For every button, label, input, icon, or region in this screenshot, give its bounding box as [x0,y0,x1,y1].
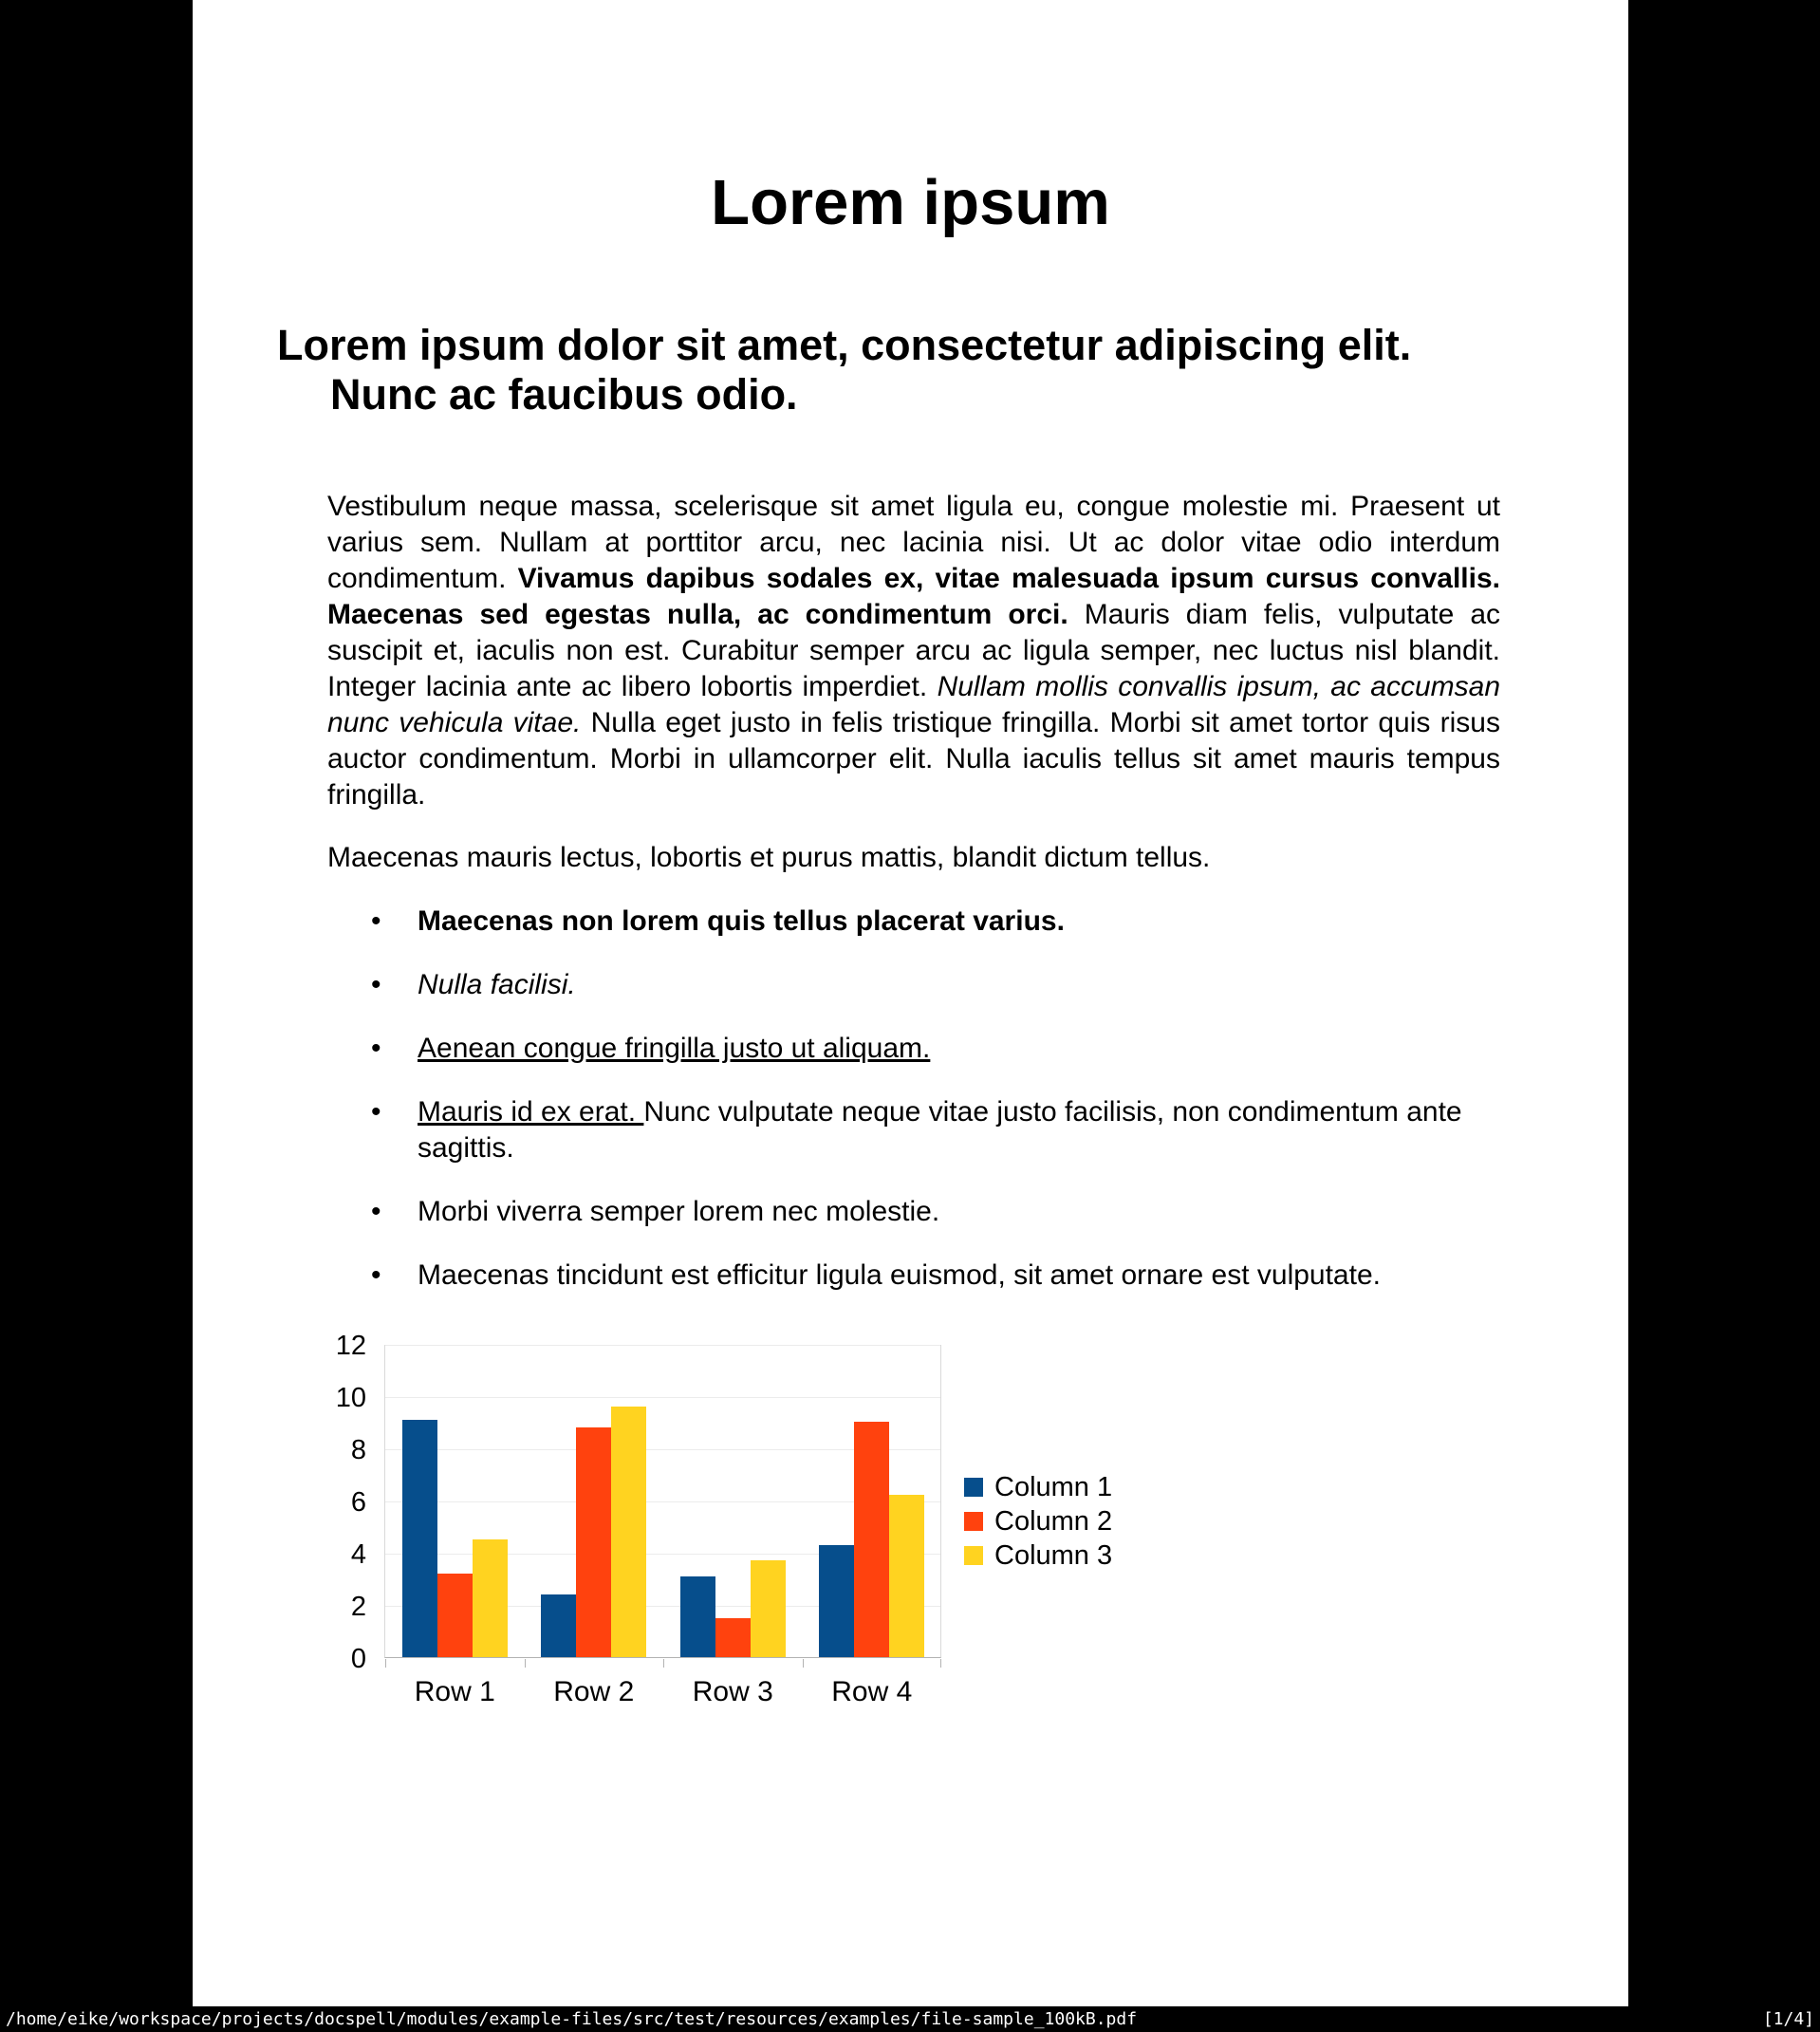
list-item [193,1258,1497,1294]
bar-column-1-row-2 [541,1594,576,1657]
heading-line-1: Lorem ipsum dolor sit amet, consectetur adipiscing elit. [277,321,1412,369]
chart-gridline [385,1397,940,1398]
x-axis-category-label: Row 2 [553,1676,635,1707]
bullet-icon: • [371,1096,381,1128]
text-run-italic: Nullam mollis convallis ipsum, ac accumsan nunc vehicula vitae. [327,671,1500,738]
bar-column-3-row-2 [611,1407,646,1657]
text-run-bold: Maecenas non lorem quis tellus placerat varius. [418,905,1065,937]
bar-column-3-row-4 [889,1495,924,1657]
legend-item [964,1504,1112,1538]
y-axis-tick-label: 10 [335,1383,366,1413]
x-axis-category-label: Row 1 [414,1676,495,1707]
bar-column-1-row-1 [402,1420,437,1657]
bullet-icon: • [371,1196,381,1227]
legend-swatch-icon [964,1512,983,1531]
bullet-icon: • [371,905,381,937]
text-run-bold: Vivamus dapibus sodales ex, vitae malesuada ipsum cursus convallis. Maecenas sed egestas nulla, ac condimentum orci. [327,563,1500,630]
text-run-underline: Aenean congue fringilla justo ut aliquam. [418,1033,931,1064]
text-run-normal: Nunc vulputate neque vitae justo facilisis, non condimentum ante sagittis. [418,1096,1462,1164]
x-axis-category-label: Row 3 [692,1676,773,1707]
legend-swatch-icon [964,1546,983,1565]
list-item [193,1194,1497,1230]
legend-item [964,1470,1112,1504]
statusbar-file-path: /home/eike/workspace/projects/docspell/modules/example-files/src/test/resources/examples/file-sample_100kB.pdf [6,2009,1138,2029]
pdf-page[interactable] [193,0,1628,2006]
text-run-normal: Mauris diam felis, vulputate ac suscipit et, iaculis non est. Curabitur semper arcu ac ligula semper, nec luctus nisl blandit. Integer lacinia ante ac libero lobortis imperdiet. [327,599,1501,702]
body-paragraph [327,489,1500,813]
list-intro-line: Maecenas mauris lectus, lobortis et purus mattis, blandit dictum tellus. [327,842,1211,873]
x-axis-tick [663,1659,664,1668]
text-run-normal: Morbi viverra semper lorem nec molestie. [418,1196,940,1227]
list-item [193,967,1497,1003]
bar-column-1-row-3 [680,1576,715,1657]
document-heading [277,321,1606,419]
list-item [193,1031,1497,1067]
legend-swatch-icon [964,1478,983,1497]
text-run-italic: Nulla facilisi. [418,969,576,1000]
bar-column-2-row-2 [576,1427,611,1657]
y-axis-tick-label: 2 [350,1592,366,1622]
list-item [193,1094,1497,1166]
document-title: Lorem ipsum [711,167,1110,238]
y-axis-tick-label: 0 [350,1644,366,1674]
x-axis-tick [385,1659,386,1668]
x-axis-tick [940,1659,941,1668]
text-run-normal: Vestibulum neque massa, scelerisque sit amet ligula eu, congue molestie mi. Praesent ut varius sem. Nullam at porttitor arcu, nec lacinia nisi. Ut ac dolor vitae odio interdum condimentum. [327,491,1500,594]
bar-chart [335,1331,1113,1707]
bullet-icon: • [371,1033,381,1064]
statusbar-page-indicator: [1/4] [1762,2009,1814,2029]
heading-line-2: Nunc ac faucibus odio. [330,370,798,419]
bar-column-3-row-3 [751,1560,786,1657]
chart-legend [964,1470,1112,1573]
y-axis-tick-label: 12 [335,1331,366,1361]
list-item [193,904,1497,940]
x-axis-category-label: Row 4 [831,1676,913,1707]
x-axis-tick [803,1659,804,1668]
text-run-underline: Mauris id ex erat. [418,1096,644,1128]
text-run-normal: Nulla eget justo in felis tristique fringilla. Morbi sit amet tortor quis risus auctor condimentum. Morbi in ullamcorper elit. Nulla iaculis tellus sit amet mauris tempus fringilla. [327,707,1500,811]
y-axis-tick-label: 8 [350,1435,366,1465]
bar-column-3-row-1 [473,1539,508,1657]
bullet-icon: • [371,1259,381,1291]
bullet-list [193,904,1497,1321]
chart-gridline [385,1345,940,1346]
x-axis-tick [525,1659,526,1668]
y-axis-tick-label: 4 [350,1539,366,1570]
legend-label: Column 1 [994,1471,1113,1502]
legend-item [964,1538,1112,1573]
bar-column-1-row-4 [819,1545,854,1657]
legend-label: Column 2 [994,1505,1113,1537]
legend-label: Column 3 [994,1539,1113,1571]
bar-column-2-row-4 [854,1422,889,1657]
text-run-normal: Maecenas tincidunt est efficitur ligula euismod, sit amet ornare est vulputate. [418,1259,1381,1291]
y-axis-tick-label: 6 [350,1487,366,1518]
viewer-statusbar [0,2006,1820,2032]
bullet-icon: • [371,969,381,1000]
bar-column-2-row-3 [715,1618,751,1657]
bar-column-2-row-1 [437,1574,473,1657]
